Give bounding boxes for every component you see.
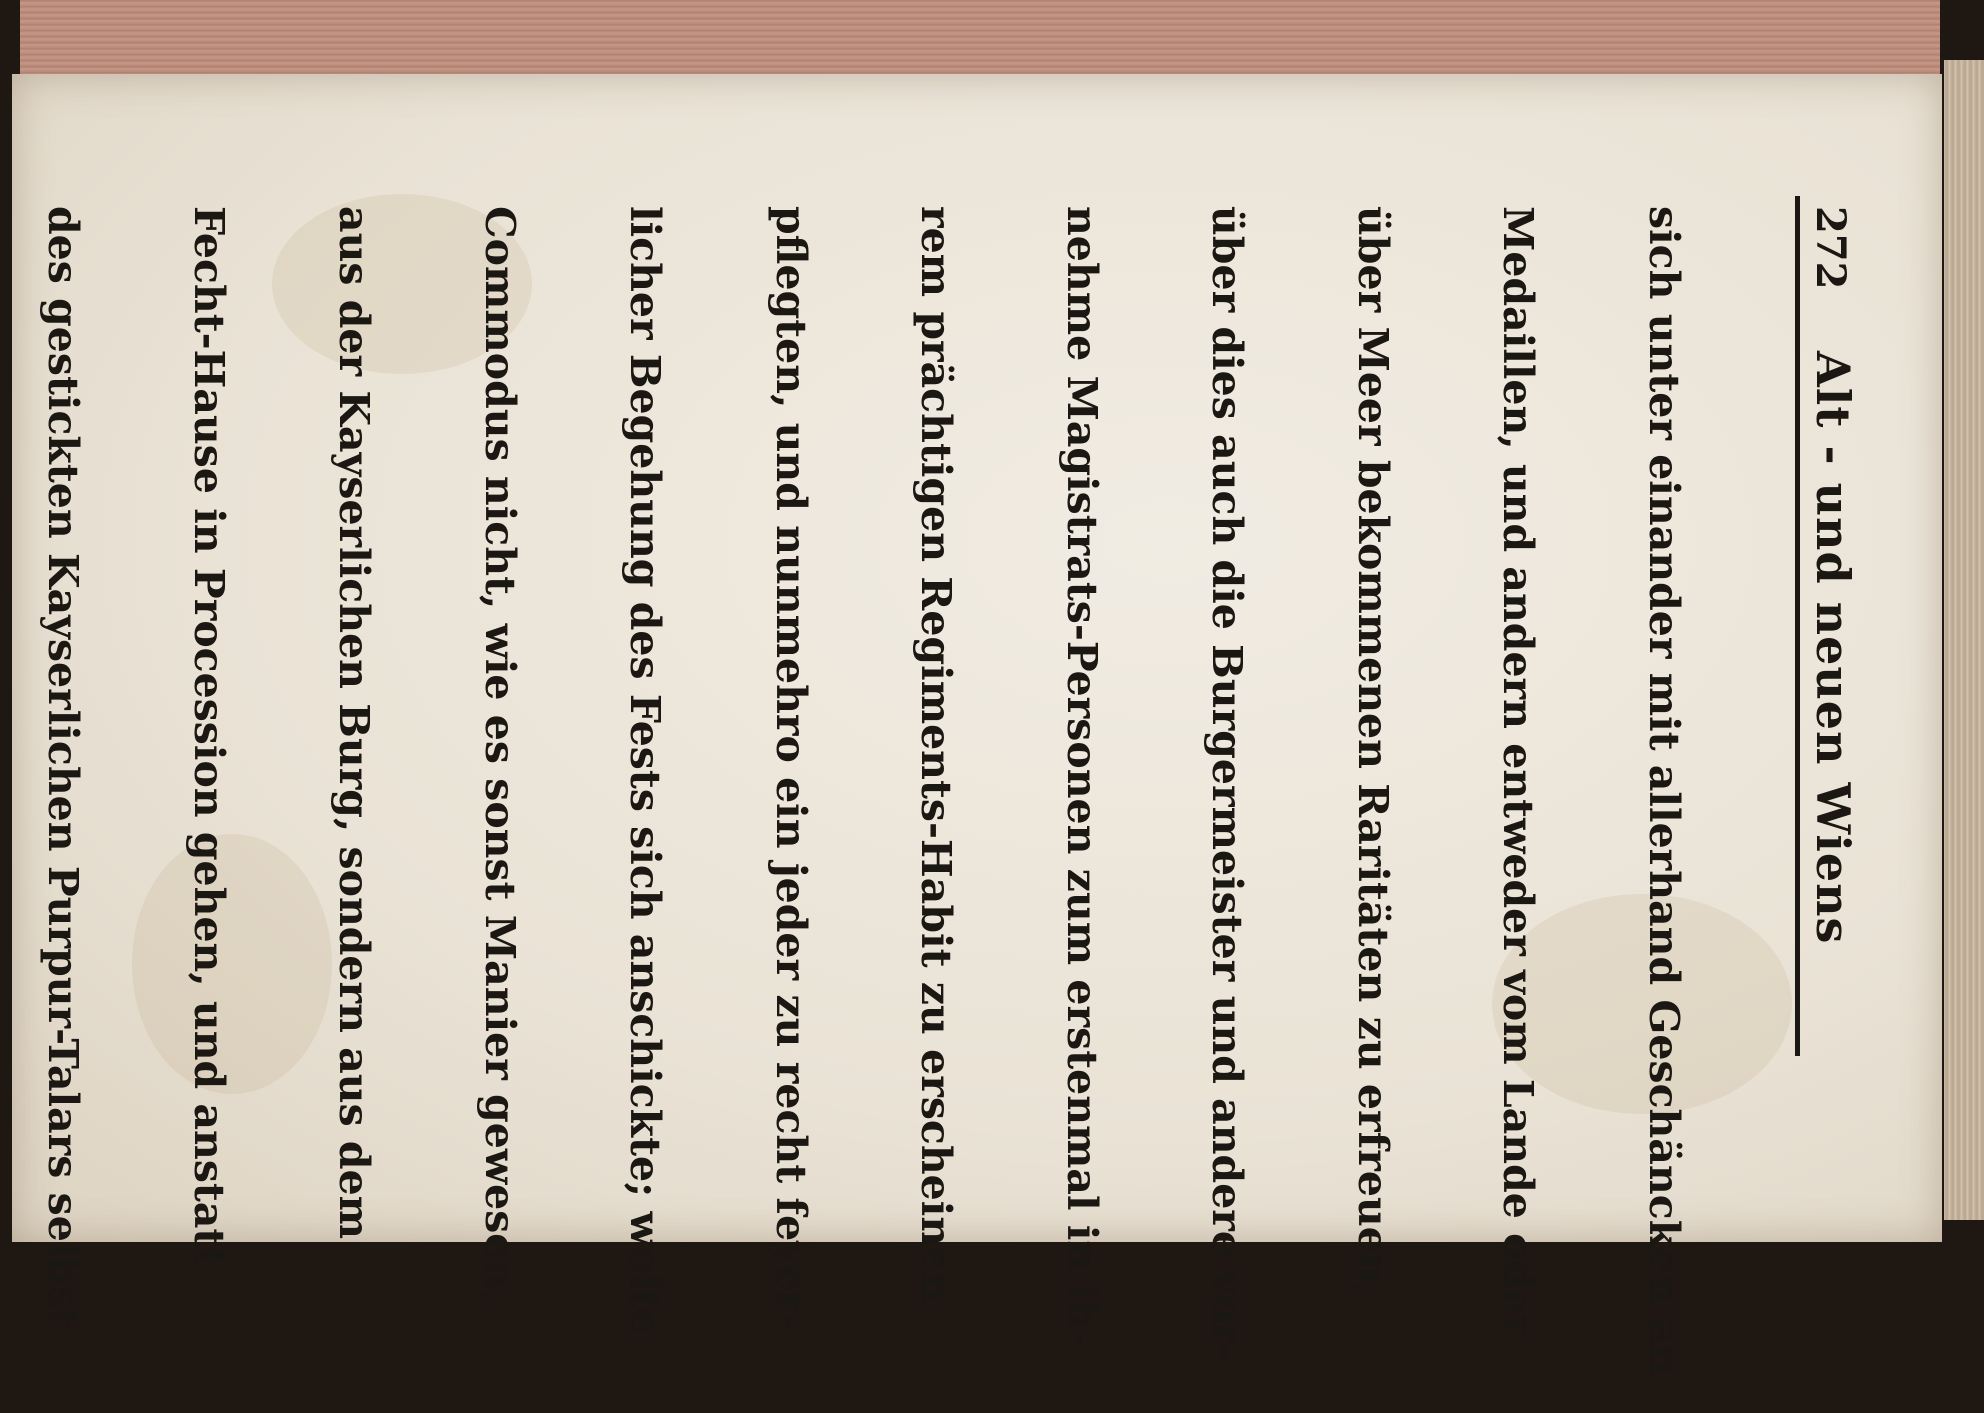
book-side-edge: [1944, 60, 1984, 1220]
running-head: [1795, 196, 1860, 1056]
text-line: Commodus nicht, wie es sonst Manier gewesen,: [476, 206, 524, 1304]
running-head-title: Alt - und neuen Wiens: [1806, 351, 1860, 945]
page-number: 272: [1807, 206, 1854, 290]
text-line: sich unter einander mit allerhand Geschäncken an: [1640, 206, 1688, 1375]
text-line: rem prächtigen Regiments-Habit zu erscheinen: [912, 206, 961, 1303]
printed-text-block: [39, 196, 1860, 1375]
text-line: pflegten, und nunmehro ein jeder zu recht feyer-: [767, 206, 815, 1330]
text-line: über dies auch die Burgermeister und andere vor-: [1203, 206, 1252, 1362]
text-line: über Meer bekommenen Raritäten zu erfreuen,: [1349, 206, 1397, 1297]
text-line: Medaillen, und andern entweder vom Lande oder: [1494, 206, 1543, 1337]
text-line: nehme Magistrats-Personen zum erstenmal in ih-: [1058, 206, 1106, 1347]
text-line: Fecht-Hause in Procession gehen, und anstatt: [185, 206, 233, 1267]
text-line: licher Begehung des Fests sich anschickte; wolte: [621, 206, 670, 1335]
text-line: des gestickten Kayserlichen Purpur-Talars selbst: [39, 206, 88, 1329]
body-text: [0, 196, 1795, 1375]
book-top-edge: [20, 0, 1940, 82]
text-line: aus der Kayserlichen Burg, sondern aus dem: [330, 206, 379, 1240]
